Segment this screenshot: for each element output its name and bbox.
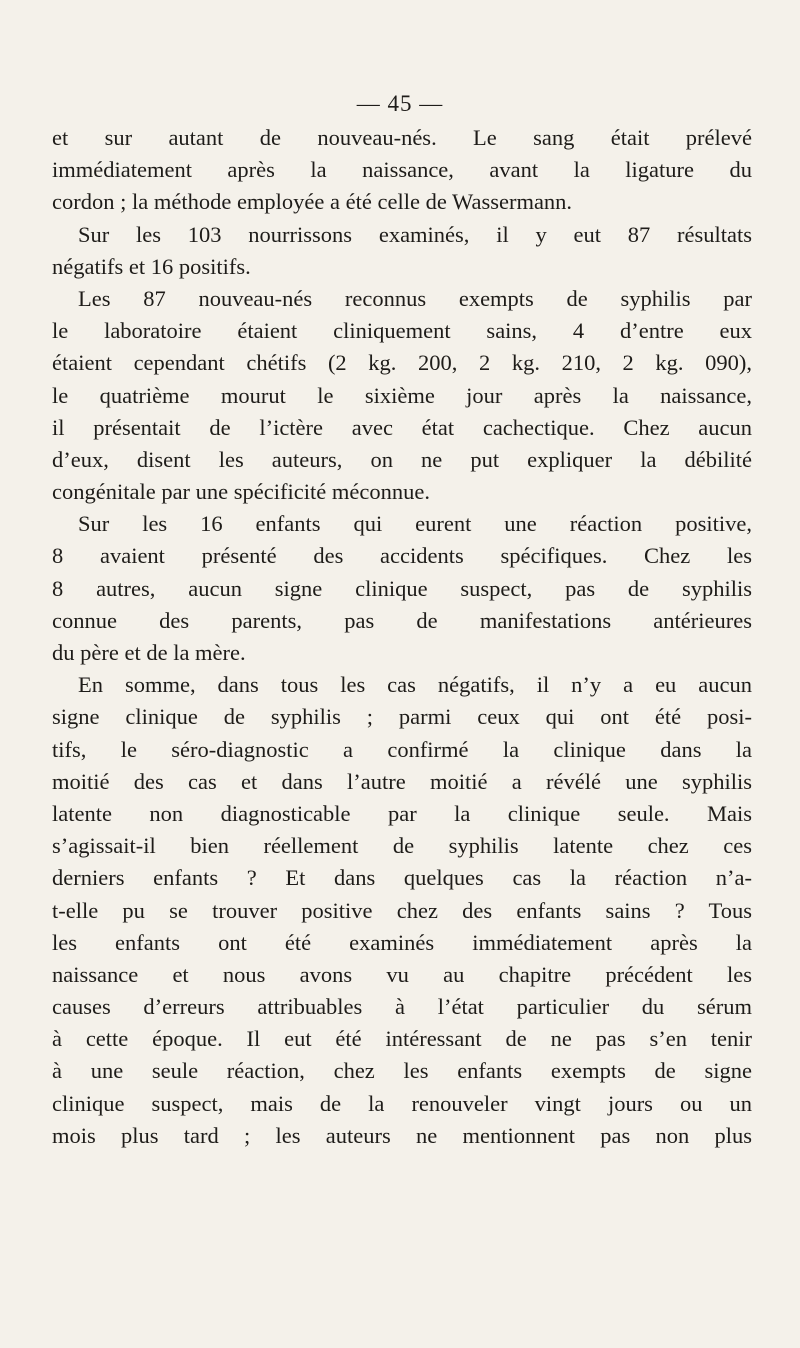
text-line: 8 autres, aucun signe clinique suspect, pas de syphilis bbox=[52, 575, 752, 601]
text-line: tifs, le séro-diagnostic a confirmé la clinique dans la bbox=[52, 736, 752, 762]
text-line: Les 87 nouveau-nés reconnus exempts de syphilis par bbox=[78, 285, 752, 311]
text-line: et sur autant de nouveau-nés. Le sang était prélevé bbox=[52, 125, 752, 150]
text-line: En somme, dans tous les cas négatifs, il n’y a eu aucun bbox=[78, 672, 752, 698]
text-line: à une seule réaction, chez les enfants exempts de signe bbox=[52, 1058, 752, 1084]
text-line: connue des parents, pas de manifestations antérieures bbox=[52, 607, 752, 633]
text-line: Sur les 103 nourrissons examinés, il y eut 87 résultats bbox=[78, 221, 752, 247]
text-line: 8 avaient présenté des accidents spécifiques. Chez les bbox=[52, 543, 752, 569]
paragraph bbox=[52, 508, 752, 669]
paragraph bbox=[52, 122, 752, 219]
text-line: étaient cependant chétifs (2 kg. 200, 2 kg. 210, 2 kg. 090), bbox=[52, 350, 752, 376]
page-number: — 45 — bbox=[356, 91, 444, 116]
paragraph bbox=[52, 283, 752, 508]
text-line: moitié des cas et dans l’autre moitié a révélé une syphilis bbox=[52, 768, 752, 794]
text-line: s’agissait-il bien réellement de syphilis latente chez ces bbox=[52, 833, 752, 859]
text-line: causes d’erreurs attribuables à l’état particulier du sérum bbox=[52, 994, 752, 1020]
text-line: derniers enfants ? Et dans quelques cas la réaction n’a- bbox=[52, 865, 752, 891]
text-line: clinique suspect, mais de la renouveler vingt jours ou un bbox=[52, 1090, 752, 1116]
text-line: négatifs et 16 positifs. bbox=[52, 253, 251, 279]
text-line: naissance et nous avons vu au chapitre précédent les bbox=[52, 961, 752, 987]
body-text bbox=[52, 122, 752, 1152]
text-line: le quatrième mourut le sixième jour après la naissance, bbox=[52, 382, 752, 408]
text-line: cordon ; la méthode employée a été celle de Wassermann. bbox=[52, 189, 573, 215]
text-line: du père et de la mère. bbox=[52, 640, 246, 665]
text-line: latente non diagnosticable par la clinique seule. Mais bbox=[52, 800, 752, 826]
text-line: t-elle pu se trouver positive chez des enfants sains ? Tous bbox=[52, 897, 752, 923]
text-line: mois plus tard ; les auteurs ne mentionnent pas non plus bbox=[52, 1122, 752, 1148]
text-line: congénitale par une spécificité méconnue. bbox=[52, 479, 430, 505]
text-line: Sur les 16 enfants qui eurent une réaction positive, bbox=[78, 511, 752, 537]
text-line: immédiatement après la naissance, avant la ligature du bbox=[52, 157, 752, 183]
text-line: les enfants ont été examinés immédiatement après la bbox=[52, 929, 752, 955]
text-line: signe clinique de syphilis ; parmi ceux qui ont été posi- bbox=[52, 704, 752, 730]
text-line: le laboratoire étaient cliniquement sains, 4 d’entre eux bbox=[52, 318, 752, 344]
paragraph bbox=[52, 669, 752, 1152]
text-line: d’eux, disent les auteurs, on ne put expliquer la débilité bbox=[52, 446, 752, 472]
text-line: il présentait de l’ictère avec état cachectique. Chez aucun bbox=[52, 414, 752, 440]
paragraph bbox=[52, 219, 752, 283]
text-line: à cette époque. Il eut été intéressant de ne pas s’en tenir bbox=[52, 1026, 752, 1052]
